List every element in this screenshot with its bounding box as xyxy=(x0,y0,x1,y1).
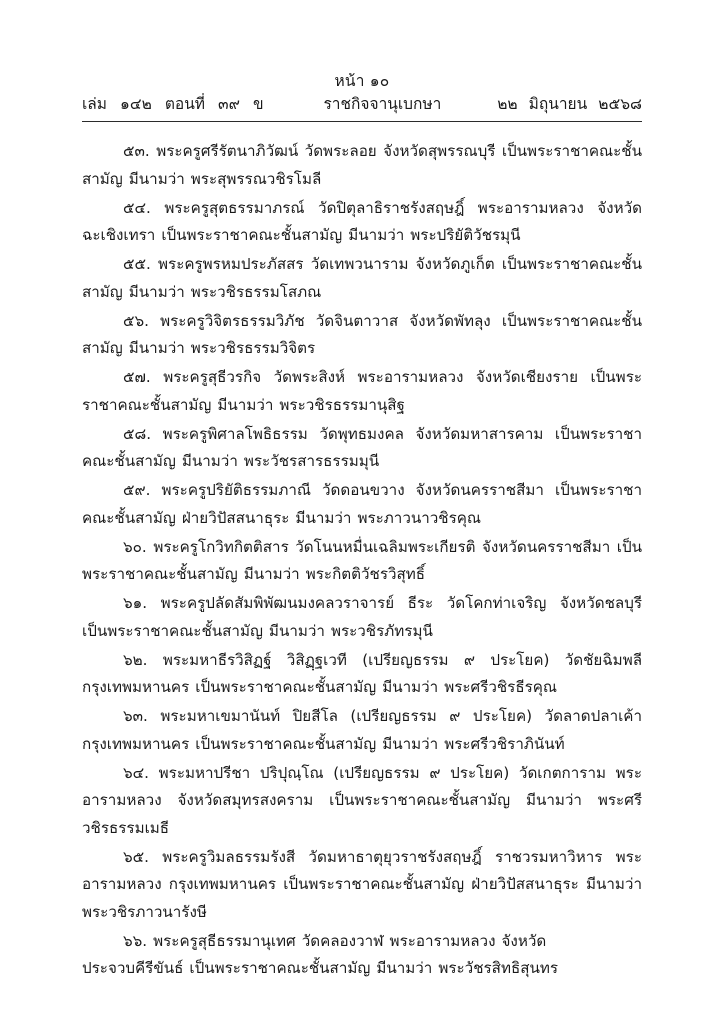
entry-number: ๕๙. xyxy=(123,481,151,499)
list-item xyxy=(82,647,642,702)
list-item xyxy=(82,844,642,927)
entry-text: พระมหาเขมานันท์ ปิยสีโล (เปรียญธรรม ๙ ประโยค) วัดลาดปลาเค้า กรุงเทพมหานคร เป็นพระราชาคณะชั้นสามัญ มีนามว่า พระศรีวชิราภินันท์ xyxy=(82,707,642,753)
entry-text: พระครูสุธีวรกิจ วัดพระสิงห์ พระอารามหลวง จังหวัดเชียงราย เป็นพระราชาคณะชั้นสามัญ มีนามว่า พระวชิรธรรมานุสิฐ xyxy=(82,368,643,414)
entry-text: พระครูโกวิทกิตติสาร วัดโนนหมื่นเฉลิมพระเกียรติ จังหวัดนครราชสีมา เป็นพระราชาคณะชั้นสามัญ มีนามว่า พระกิตติวัชรวิสุทธิ์ xyxy=(82,537,643,583)
masthead-row xyxy=(82,97,642,113)
list-item xyxy=(82,138,642,193)
masthead-date-group xyxy=(497,97,642,113)
entry-number: ๕๓. xyxy=(123,142,150,160)
entry-text: พระครูวิมลธรรมรังสี วัดมหาธาตุยุวราชรังสฤษฎิ์ ราชวรมหาวิหาร พระอารามหลวง กรุงเทพมหานคร เป็นพระราชาคณะชั้นสามัญ ฝ่ายวิปัสสนาธุระ มีนามว่า พระวชิรภาวนารังษี xyxy=(82,847,642,921)
entry-text: พระครูสุตธรรมาภรณ์ วัดปิตุลาธิราชรังสฤษฎิ์ พระอารามหลวง จังหวัดฉะเชิงเทรา เป็นพระราชาคณะชั้นสามัญ มีนามว่า พระปริยัติวัชรมุนี xyxy=(82,198,642,244)
list-item xyxy=(82,477,642,532)
page-number-label: หน้า ๑๐ xyxy=(334,72,390,90)
entry-list xyxy=(82,122,642,983)
masthead-volume-group xyxy=(82,97,264,113)
entry-text: พระครูพิศาลโพธิธรรม วัดพุทธมงคล จังหวัดมหาสารคาม เป็นพระราชาคณะชั้นสามัญ มีนามว่า พระวัชรสารธรรมมุนี xyxy=(82,424,642,470)
list-item xyxy=(82,421,642,476)
entry-number: ๖๒. xyxy=(123,650,148,669)
entry-number: ๕๔. xyxy=(123,198,151,217)
volume-label: เล่ม xyxy=(82,95,108,113)
gazette-title: ราชกิจจานุเบกษา xyxy=(323,95,442,113)
date-day: ๒๒ xyxy=(497,95,518,113)
entry-text: พระมหาปรีชา ปริปุณฺโณ (เปรียญธรรม ๙ ประโยค) วัดเกตการาม พระอารามหลวง จังหวัดสมุทรสงคราม เป็นพระราชาคณะชั้นสามัญ มีนามว่า พระศรีวชิรธรรมเมธี xyxy=(82,763,642,837)
entry-number: ๕๘. xyxy=(123,424,152,443)
list-item xyxy=(82,534,642,589)
entry-text: พระครูปลัดสัมพิพัฒนมงคลวราจารย์ ธีระ วัดโคกท่าเจริญ จังหวัดชลบุรี เป็นพระราชาคณะชั้นสามัญ มีนามว่า พระวชิรภัทรมุนี xyxy=(82,594,642,640)
entry-number: ๖๑. xyxy=(123,594,148,612)
part-number: ๓๙ xyxy=(218,95,240,113)
entry-text: พระครูศรีรัตนาภิวัฒน์ วัดพระลอย จังหวัดสุพรรณบุรี เป็นพระราชาคณะชั้นสามัญ มีนามว่า พระสุพรรณวชิรโมลี xyxy=(82,142,642,188)
masthead-divider xyxy=(82,121,642,122)
entry-text: พระมหาธีรวิสิฏฐ์ วิสิฏฺฐเวที (เปรียญธรรม ๙ ประโยค) วัดชัยฉิมพลี กรุงเทพมหานคร เป็นพระราชาคณะชั้นสามัญ มีนามว่า พระศรีวชิรธีรคุณ xyxy=(82,650,643,696)
entry-number: ๖๐. xyxy=(123,537,147,556)
date-month: มิถุนายน xyxy=(528,95,588,113)
entry-text: พระครูวิจิตรธรรมวิภัช วัดจินตาวาส จังหวัดพัทลุง เป็นพระราชาคณะชั้นสามัญ มีนามว่า พระวชิรธรรมวิจิตร xyxy=(82,311,642,357)
section-letter: ข xyxy=(252,95,264,113)
page-content-area xyxy=(82,0,642,984)
running-head xyxy=(82,0,642,122)
entry-number: ๕๗. xyxy=(123,368,151,386)
volume-number: ๑๔๒ xyxy=(120,95,152,113)
entry-number: ๖๕. xyxy=(123,847,149,866)
list-item xyxy=(82,703,642,758)
entry-text: พระครูสุธีธรรมานุเทศ วัดคลองวาฬ พระอารามหลวง จังหวัดประจวบคีรีขันธ์ เป็นพระราชาคณะชั้นสามัญ มีนามว่า พระวัชรสิทธิสุนทร xyxy=(82,931,559,977)
list-item xyxy=(82,308,642,363)
part-label: ตอนที่ xyxy=(164,95,206,113)
list-item xyxy=(82,928,642,983)
entry-number: ๕๕. xyxy=(123,255,151,273)
entry-number: ๕๖. xyxy=(123,311,149,330)
entry-number: ๖๔. xyxy=(123,763,149,782)
entry-number: ๖๖. xyxy=(123,931,148,950)
date-year: ๒๕๖๘ xyxy=(598,95,642,113)
entry-number: ๖๓. xyxy=(123,707,148,725)
entry-text: พระครูพรหมประภัสสร วัดเทพวนาราม จังหวัดภูเก็ต เป็นพระราชาคณะชั้นสามัญ มีนามว่า พระวชิรธรรมโสภณ xyxy=(82,255,642,301)
list-item xyxy=(82,760,642,843)
entry-text: พระครูปริยัติธรรมภาณี วัดดอนขวาง จังหวัดนครราชสีมา เป็นพระราชาคณะชั้นสามัญ ฝ่ายวิปัสสนาธุระ มีนามว่า พระภาวนาวชิรคุณ xyxy=(82,481,642,527)
list-item xyxy=(82,195,642,250)
list-item xyxy=(82,364,642,419)
list-item xyxy=(82,251,642,306)
list-item xyxy=(82,590,642,645)
